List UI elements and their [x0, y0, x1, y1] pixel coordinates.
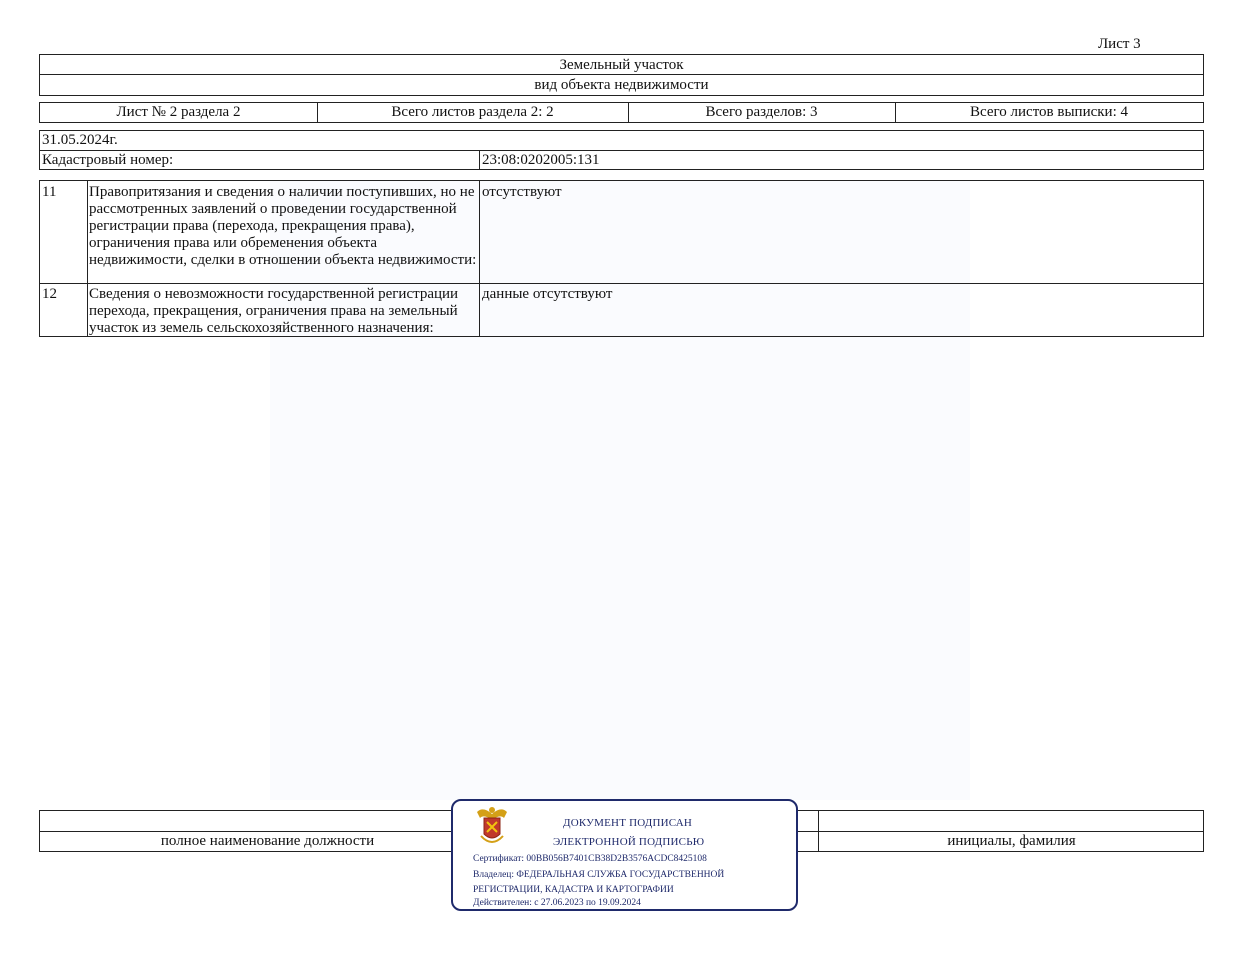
- object-name: Земельный участок: [559, 57, 684, 73]
- sheet-number: Лист 3: [1098, 36, 1141, 52]
- stamp-line-2: ЭЛЕКТРОННОЙ ПОДПИСЬЮ: [553, 836, 705, 848]
- row-11-number: 11: [42, 184, 57, 200]
- stamp-owner-1: Владелец: ФЕДЕРАЛЬНАЯ СЛУЖБА ГОСУДАРСТВЕННОЙ: [473, 870, 725, 880]
- extract-date: 31.05.2024г.: [42, 132, 118, 148]
- row-12-value: данные отсутствуют: [482, 286, 613, 302]
- cadastral-label: Кадастровый номер:: [42, 152, 174, 168]
- total-sections: Всего разделов: 3: [705, 104, 818, 120]
- section-info: [39, 102, 1204, 123]
- row-11-value: отсутствуют: [482, 184, 562, 200]
- name-label: инициалы, фамилия: [947, 833, 1076, 849]
- cadastral-value: 23:08:0202005:131: [482, 152, 600, 168]
- row-12-title: Сведения о невозможности государственной регистрации перехода, прекращения, ограничения права на земельный участок из земель сельскохозяйственного назначения:: [89, 286, 459, 336]
- electronic-signature-stamp: [451, 799, 798, 911]
- total-sheets-section: Всего листов раздела 2: 2: [391, 104, 554, 120]
- rights-table: [39, 180, 1204, 337]
- row-11-title: Правопритязания и сведения о наличии поступивших, но не рассмотренных заявлений о проведении государственной регистрации права (перехода, прекращения права), ограничения права или обременения объекта недвижимости, сделки в отношении объекта недвижимости:: [89, 184, 477, 268]
- stamp-valid: Действителен: с 27.06.2023 по 19.09.2024: [473, 898, 641, 908]
- total-sheets-extract: Всего листов выписки: 4: [970, 104, 1128, 120]
- stamp-certificate: Сертификат: 00BB056B7401CB38D2B3576ACDC8425108: [473, 854, 707, 864]
- stamp-line-1: ДОКУМЕНТ ПОДПИСАН: [563, 817, 693, 829]
- row-12-number: 12: [42, 286, 57, 302]
- object-kind: вид объекта недвижимости: [534, 77, 709, 93]
- position-label: полное наименование должности: [160, 833, 375, 849]
- coat-of-arms-icon: [473, 804, 511, 848]
- date-cadastral-block: [39, 130, 1204, 170]
- stamp-owner-2: РЕГИСТРАЦИИ, КАДАСТРА И КАРТОГРАФИИ: [473, 885, 674, 895]
- object-header: [39, 54, 1204, 96]
- sheet-of-section: Лист № 2 раздела 2: [116, 104, 241, 120]
